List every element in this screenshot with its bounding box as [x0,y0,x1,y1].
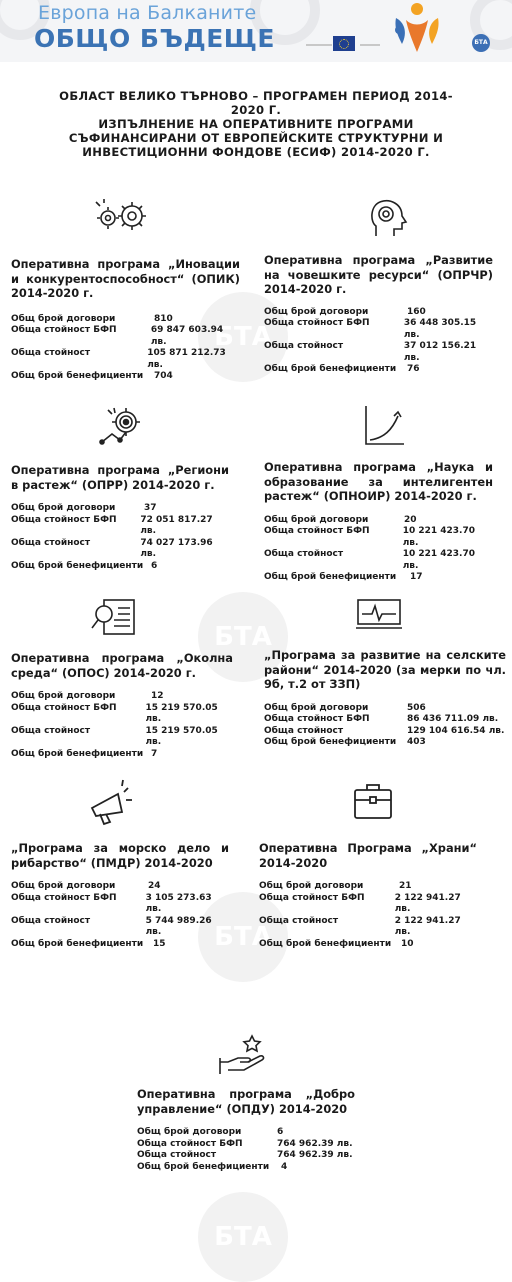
total-value: 105 871 212.73 лв. [147,348,226,370]
total-value: 37 012 156.21 лв. [403,341,477,363]
program-stats: Общ брой договори 20 Обща стойност БФП 10 221 423.70 лв. Обща стойност 10 221 423.70 лв. Общ брой бенефициенти 17 [264,515,493,585]
total-value: 10 221 423.70 лв. [402,549,475,571]
megaphone-icon [88,778,136,826]
total-value: 5 744 989.26 лв. [145,915,212,938]
program-title: Оперативна програма „Околна среда“ (ОПОС) 2014-2020 г. [11,651,233,680]
contracts-value: 6 [277,1127,284,1137]
program-stats: Общ брой договори 21 Обща стойност БФП 2 122 941.27 лв. Обща стойност 2 122 941.27 лв. Общ брой бенефициенти 10 [259,881,477,951]
monitor-pulse-icon [354,598,404,634]
contracts-value: 37 [144,503,157,513]
magnifier-document-icon [90,598,138,638]
total-value: 2 122 941.27 лв. [394,915,461,938]
contracts-value: 810 [154,313,173,324]
program-stats: Общ брой договори 160 Обща стойност БФП 36 448 305.15 лв. Обща стойност 37 012 156.21 лв. Общ брой бенефициенти 76 [264,307,493,377]
contracts-value: 12 [151,691,164,701]
program-card [11,257,240,383]
beneficiaries-value: 6 [151,560,158,571]
program-card [264,648,506,749]
contracts-value: 24 [148,881,161,891]
head-brain-icon [366,196,410,240]
program-card [137,1087,355,1173]
contracts-value: 20 [404,514,417,525]
bfp-value: 15 219 570.05 лв. [145,702,218,725]
bfp-value: 2 122 941.27 лв. [394,892,461,915]
page-title: ОБЛАСТ ВЕЛИКО ТЪРНОВО – ПРОГРАМЕН ПЕРИОД 2014- 2020 Г. ИЗПЪЛНЕНИЕ НА ОПЕРАТИВНИТЕ ПРОГРАМИ СЪФИНАНСИРАНИ ОТ ЕВРОПЕЙСКИТЕ СТРУКТУРНИ И ИНВЕСТИЦИОННИ ФОНДОВЕ (ЕСИФ) 2014-2020 Г. [59,89,453,159]
hand-star-icon [218,1032,268,1076]
beneficiaries-value: 76 [407,364,420,375]
program-card [264,460,493,584]
partner-logo-line [360,44,380,46]
program-card [11,651,233,761]
beneficiaries-value: 403 [407,737,426,748]
growth-curve-icon [362,404,406,448]
bfp-value: 3 105 273.63 лв. [145,892,212,915]
banner-title-line2: ОБЩО БЪДЕЩЕ [34,24,276,53]
bta-watermark [198,1192,288,1282]
eu-flag-icon [333,36,355,51]
beneficiaries-value: 10 [401,938,414,949]
program-card [11,463,229,573]
program-card [259,841,477,951]
program-title: Оперативна програма „Добро управление“ (ОПДУ) 2014-2020 [137,1087,355,1116]
program-stats: Общ брой договори 6 Обща стойност БФП 764 962.39 лв. Обща стойност 764 962.39 лв. Общ брой бенефициенти 4 [137,1127,353,1172]
program-title: Оперативна програма „Наука и образование за интелигентен растеж“ (ОПНОИР) 2014-2020 г. [264,460,493,503]
beneficiaries-value: 704 [154,371,173,382]
gears-icon [94,198,150,238]
total-value: 74 027 173.96 лв. [140,537,213,560]
bta-logo: БТА [472,34,490,52]
program-stats: Общ брой договори 37 Обща стойност БФП 72 051 817.27 лв. Обща стойност 74 027 173.96 лв. Общ брой бенефициенти 6 [11,503,229,573]
program-title: Оперативна програма „Развитие на човешките ресурси“ (ОПРЧР) 2014-2020 г. [264,253,493,296]
bfp-value: 36 448 305.15 лв. [403,318,477,340]
partner-logo-line [306,44,332,46]
bfp-value: 69 847 603.94 лв. [150,325,224,347]
contracts-value: 21 [399,881,412,891]
program-title: „Програма за морско дело и рибарство“ (ПМДР) 2014-2020 [11,841,229,870]
contracts-value: 506 [407,702,426,713]
program-title: Оперативна програма „Региони в растеж“ (ОПРР) 2014-2020 г. [11,463,229,492]
beneficiaries-value: 17 [410,572,423,583]
project-logo-icon [386,0,448,58]
beneficiaries-value: 4 [281,1161,288,1172]
beneficiaries-value: 7 [151,748,158,759]
program-stats: Общ брой договори 810 Обща стойност БФП 69 847 603.94 лв. Обща стойност 105 871 212.73 лв. Общ брой бенефициенти 704 [11,314,240,384]
program-stats: Общ брой договори 12 Обща стойност БФП 15 219 570.05 лв. Обща стойност 15 219 570.05 лв. Общ брой бенефициенти 7 [11,691,233,761]
program-title: „Програма за развитие на селските райони“ 2014-2020 (за мерки по чл. 9б, т.2 от ЗЗП) [264,648,506,691]
total-value: 129 104 616.54 лв. [407,725,505,736]
program-card [264,253,493,376]
total-value: 764 962.39 лв. [277,1150,353,1161]
program-stats: Общ брой договори 24 Обща стойност БФП 3 105 273.63 лв. Обща стойност 5 744 989.26 лв. Общ брой бенефициенти 15 [11,881,229,951]
program-card [11,841,229,951]
program-title: Оперативна Програма „Храни“ 2014-2020 [259,841,477,870]
bfp-value: 764 962.39 лв. [277,1138,353,1149]
total-value: 15 219 570.05 лв. [145,725,218,748]
bfp-value: 86 436 711.09 лв. [407,714,499,725]
program-stats: Общ брой договори 506 Обща стойност БФП 86 436 711.09 лв. Обща стойност 129 104 616.54 лв. Общ брой бенефициенти 403 [264,702,505,748]
program-title: Оперативна програма „Иновации и конкурентоспособност“ (ОПИК) 2014-2020 г. [11,257,240,300]
banner-title-line1: Европа на Балканите [38,2,257,24]
beneficiaries-value: 15 [153,938,166,949]
bfp-value: 72 051 817.27 лв. [140,514,213,537]
header-banner [0,0,512,62]
contracts-value: 160 [407,306,426,317]
briefcase-icon [352,780,394,822]
bfp-value: 10 221 423.70 лв. [402,526,475,548]
target-network-icon [98,404,142,448]
